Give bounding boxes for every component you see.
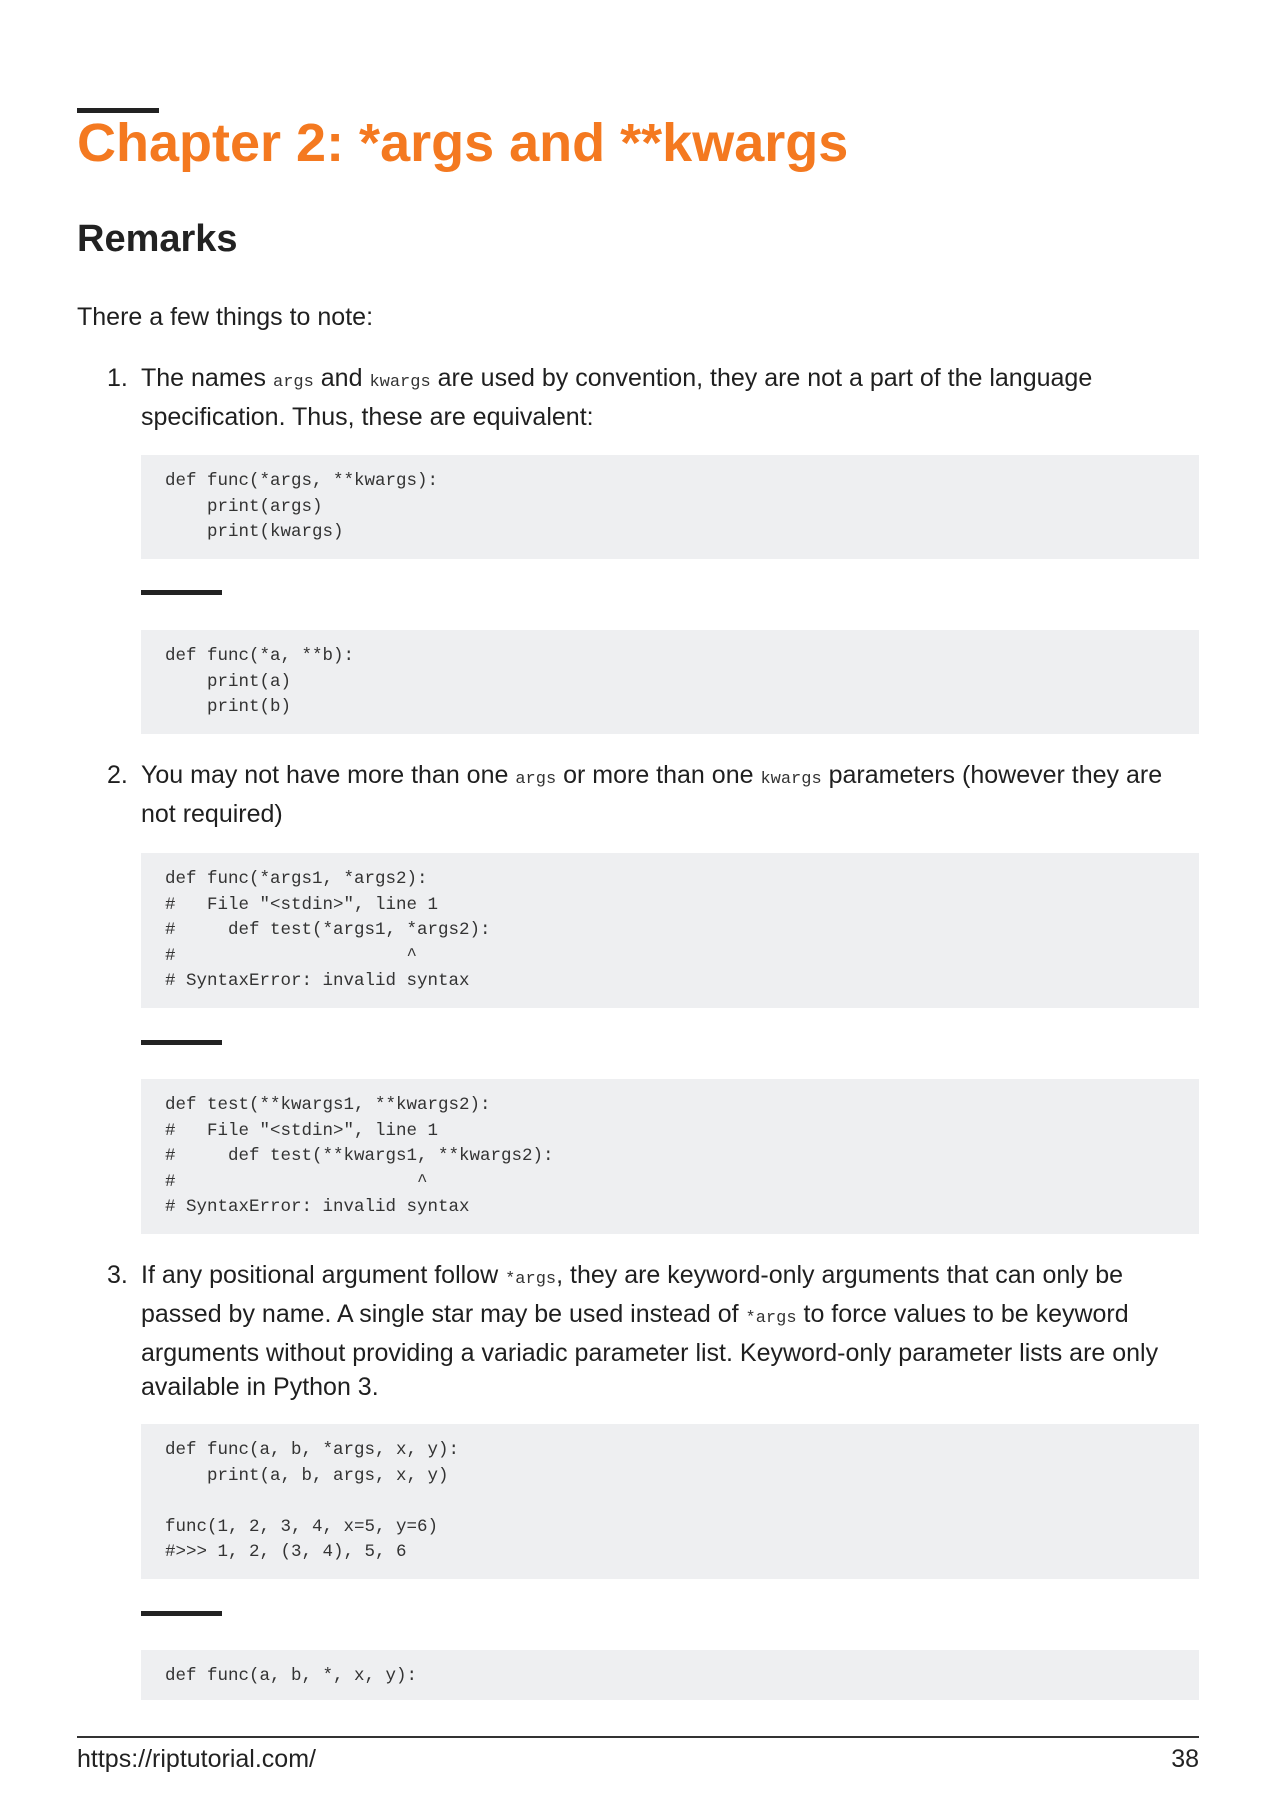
code-block: def test(**kwargs1, **kwargs2): # File "<stdin>", line 1 # def test(**kwargs1, **kwargs2): # ^ # SyntaxError: invalid syntax — [141, 1079, 1199, 1234]
intro-text: There a few things to note: — [77, 303, 374, 331]
inline-code: kwargs — [369, 373, 431, 392]
item-text: If any positional argument follow *args, they are keyword-only arguments that can only be passed by name. A single star may be used instead of *args to force values to be keyword arguments without providing a variadic parameter list. Keyword-only parameter lists are only available in Python 3. — [141, 1261, 1159, 1401]
page-number: 38 — [1171, 1745, 1199, 1773]
list-item — [107, 1258, 1197, 1404]
separator — [141, 1040, 222, 1045]
item-text: You may not have more than one args or more than one kwargs parameters (however they are not required) — [141, 761, 1163, 828]
code-block: def func(a, b, *, x, y): — [141, 1650, 1199, 1700]
inline-code: *args — [505, 1270, 557, 1289]
inline-code: args — [515, 770, 557, 789]
code-block: def func(*args, **kwargs): print(args) print(kwargs) — [141, 455, 1199, 559]
footer-url[interactable]: https://riptutorial.com/ — [77, 1745, 316, 1773]
code-block: def func(a, b, *args, x, y): print(a, b, args, x, y) func(1, 2, 3, 4, x=5, y=6) #>>> 1, 2, (3, 4), 5, 6 — [141, 1424, 1199, 1579]
list-item — [107, 361, 1197, 434]
separator — [141, 1611, 222, 1616]
section-title: Remarks — [77, 218, 238, 260]
footer-rule — [77, 1736, 1199, 1738]
inline-code: args — [273, 373, 314, 392]
list-number: 3. — [107, 1261, 128, 1289]
code-block: def func(*args1, *args2): # File "<stdin>", line 1 # def test(*args1, *args2): # ^ # SyntaxError: invalid syntax — [141, 853, 1199, 1008]
inline-code: *args — [745, 1309, 797, 1328]
list-item — [107, 758, 1197, 831]
inline-code: kwargs — [760, 770, 822, 789]
item-text: The names args and kwargs are used by convention, they are not a part of the language specification. Thus, these are equivalent: — [141, 364, 1093, 431]
code-block: def func(*a, **b): print(a) print(b) — [141, 630, 1199, 734]
separator — [141, 590, 222, 595]
list-number: 1. — [107, 364, 128, 392]
chapter-title: Chapter 2: *args and **kwargs — [77, 113, 849, 173]
list-number: 2. — [107, 761, 128, 789]
